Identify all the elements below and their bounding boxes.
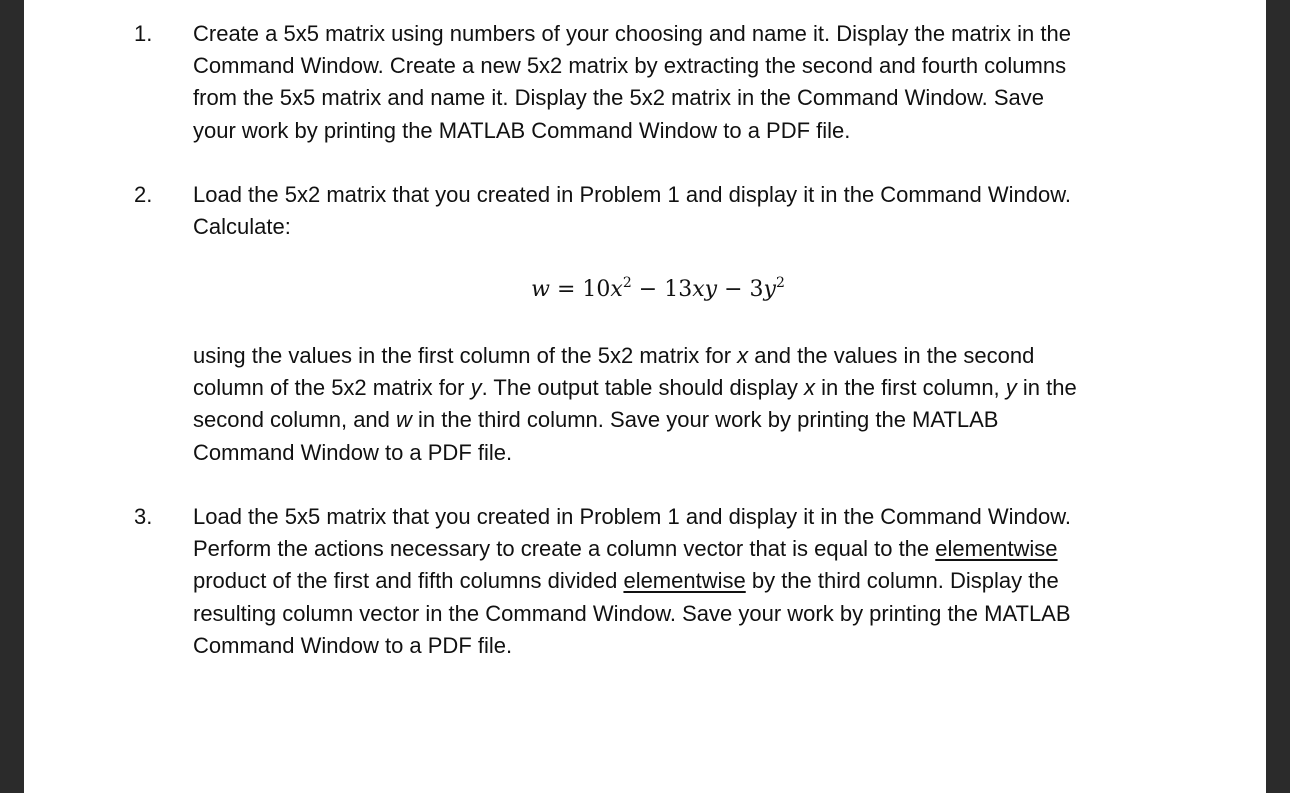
document-page bbox=[24, 0, 1266, 793]
underlined-term: elementwise bbox=[935, 536, 1058, 562]
eq-minus: − bbox=[638, 277, 658, 302]
text-run: column of the 5x2 matrix for bbox=[193, 375, 471, 401]
problem-3-line bbox=[193, 533, 1193, 565]
problem-2-body bbox=[193, 340, 1193, 469]
problem-1-line: Create a 5x5 matrix using numbers of your choosing and name it. Display the matrix in the bbox=[193, 21, 1071, 46]
problem-2-line: Calculate: bbox=[193, 214, 291, 240]
text-run: product of the first and fifth columns divided bbox=[193, 568, 624, 594]
text-run: in the third column. Save your work by printing the MATLAB bbox=[411, 407, 999, 433]
text-run: Perform the actions necessary to create a column vector that is equal to the bbox=[193, 536, 936, 562]
eq-var-y: y bbox=[763, 277, 776, 302]
problem-2-line bbox=[193, 372, 1193, 404]
var-x: x bbox=[737, 343, 749, 368]
var-y: y bbox=[470, 375, 482, 401]
eq-var-x: x bbox=[610, 277, 623, 302]
problem-1-text bbox=[193, 18, 1193, 147]
equation bbox=[24, 272, 1266, 308]
problem-1-line: from the 5x5 matrix and name it. Display the 5x2 matrix in the Command Window. Save bbox=[193, 85, 1045, 111]
viewer-left-border bbox=[0, 0, 24, 793]
text-run: in the first column, bbox=[815, 375, 1006, 401]
problem-2-line: Load the 5x2 matrix that you created in Problem 1 and display it in the Command Window. bbox=[193, 182, 1072, 207]
viewer-right-border bbox=[1266, 0, 1290, 793]
eq-coef-3: 3 bbox=[749, 277, 764, 302]
var-x: x bbox=[804, 375, 816, 401]
eq-minus: − bbox=[724, 277, 743, 302]
problem-3-number: 3. bbox=[134, 504, 153, 529]
eq-equals: = bbox=[556, 277, 576, 302]
text-run: . The output table should display bbox=[481, 375, 805, 401]
text-run: and the values in the second bbox=[748, 343, 1035, 368]
problem-2-line bbox=[193, 340, 1193, 372]
problem-3-line: Load the 5x5 matrix that you created in Problem 1 and display it in the Command Window. bbox=[193, 504, 1072, 529]
underlined-term: elementwise bbox=[623, 568, 746, 594]
var-w: w bbox=[396, 407, 412, 433]
problem-1-line: Command Window. Create a new 5x2 matrix by extracting the second and fourth columns bbox=[193, 53, 1067, 79]
problem-2-line: Command Window to a PDF file. bbox=[193, 439, 513, 465]
problem-2-number: 2. bbox=[134, 182, 153, 207]
problem-1-number: 1. bbox=[134, 21, 153, 46]
eq-coef-1: 10 bbox=[582, 277, 611, 302]
eq-coef-2: 13 bbox=[664, 277, 693, 302]
eq-var-y: y bbox=[704, 277, 718, 302]
problem-1-line: your work by printing the MATLAB Command Window to a PDF file. bbox=[193, 117, 851, 143]
problem-2-intro bbox=[193, 179, 1193, 243]
problem-2-line bbox=[193, 404, 1193, 436]
text-run: by the third column. Display the bbox=[745, 568, 1059, 594]
problem-3-line: Command Window to a PDF file. bbox=[193, 632, 513, 658]
problem-3-line bbox=[193, 565, 1193, 597]
eq-lhs: w bbox=[531, 277, 550, 302]
eq-exponent: 2 bbox=[622, 275, 632, 291]
eq-exponent: 2 bbox=[775, 275, 785, 291]
text-run: using the values in the first column of the 5x2 matrix for bbox=[193, 343, 738, 368]
eq-var-x: x bbox=[692, 277, 705, 302]
var-y: y bbox=[1005, 375, 1017, 401]
text-run: second column, and bbox=[193, 407, 397, 433]
problem-3-text bbox=[193, 501, 1193, 662]
problem-3-line: resulting column vector in the Command Window. Save your work by printing the MATLAB bbox=[193, 600, 1071, 626]
text-run: in the bbox=[1016, 375, 1077, 401]
